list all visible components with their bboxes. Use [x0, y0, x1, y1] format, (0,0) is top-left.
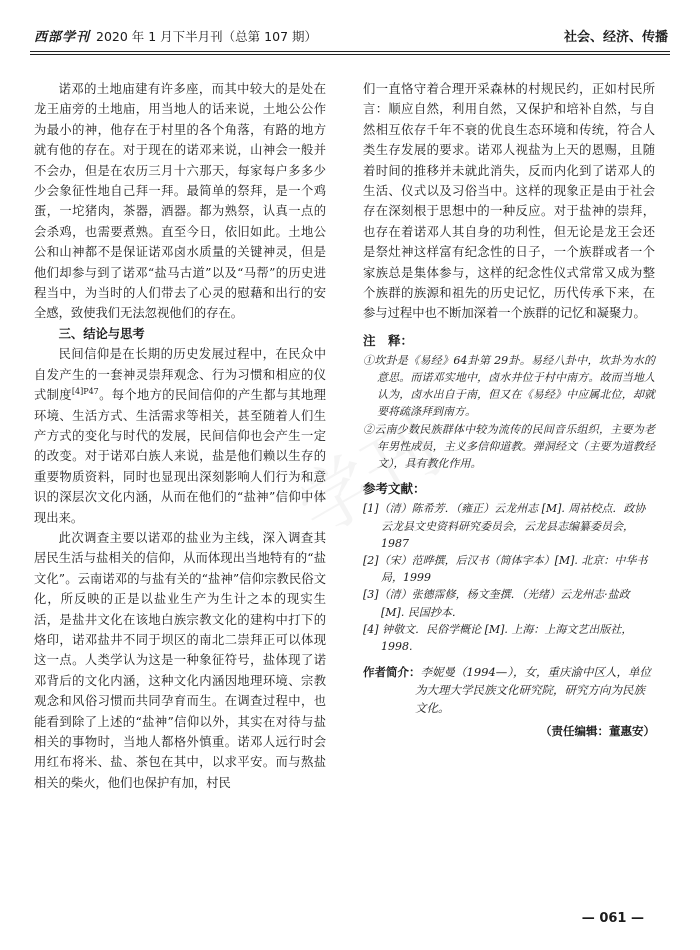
journal-logo: 西部学刊 — [34, 30, 91, 45]
responsible-editor: （责任编辑：董惠安） — [540, 724, 655, 739]
body-paragraph: 们一直恪守着合理开采森林的村规民约，正如村民所言：顺应自然，利用自然，又保护和培补自然，与自然相互依存千年不衰的优良生态环境和传统，符合人类生存发展的要求。诺邓人视盐为上天的恩赐，且随着时间的推移并未就此消失，反而内化到了诺邓人的生活、仪式以及习俗当中。这样的现象正是由于社会存在深刻根于思想中的一种反应。对于盐神的崇拜，也存在着诺邓人其自身的功利性，但无论是龙王会还是祭灶神这样富有纪念性的日子，一个族群或者一个家族总是集体参与，这样的纪念性仪式常常又成为整个族群的族源和祖先的历史记忆，历代传承下来，在参与过程中也不断加深着一个族群的记忆和凝聚力。 — [363, 82, 655, 321]
reference-item: [4] 钟敬文．民俗学概论 [M]. 上海：上海文艺出版社，1998. — [363, 622, 633, 653]
page-number: — 061 — — [581, 911, 644, 926]
citation-marker: [4]P47 — [71, 387, 99, 396]
footnote: ①坎卦是《易经》64卦第 29卦。易经八卦中，坎卦为水的意思。而诺邓实地中，卤水井位于村中南方。故而当地人认为，卤水出自于南，但又在《易经》中应属北位，却就要将疏涤拜到南方。 — [363, 353, 655, 419]
journal-masthead — [34, 26, 317, 45]
page-header — [30, 26, 670, 46]
paragraph-text: 。每个地方的民间信仰的产生都与其地理环境、生活方式、生活需求等相关，甚至随着人们生产方式的变化与时代的发展，民间信仰也会产生一定的改变。对于诺邓白族人来说，盐是他们赖以生存的重要物质资料，同时也显现出深刻影响人们行为和意识的深层次文化内涵，从而在他们的“盐神”信仰中体现出来。 — [34, 388, 326, 525]
reference-item: [1]（清）陈希芳．（雍正）云龙州志 [M]. 周祜校点．政协云龙县文史资料研究委员会，云龙县志编纂委员会，1987 — [363, 502, 646, 550]
reference-item: [3]（清）张德霈修，杨文奎撰．（光绪）云龙州志·盐政 [M]. 民国抄本． — [363, 588, 630, 619]
body-paragraph: 诺邓的土地庙建有许多座，而其中较大的是处在龙王庙旁的土地庙，用当地人的话来说，土地公公作为最小的神，他存在于村里的各个角落，有路的地方就有他的存在。对于现在的诺邓来说，山神会一般并不会办，但是在农历三月十六那天，每家每户多多少少会象征性地自己拜一拜。最简单的祭拜，是一个鸡蛋，一坨猪肉，茶器，酒器。都为熟祭，认真一点的会杀鸡，也需要煮熟。直至今日，依旧如此。土地公公和山神都不是保证诺邓卤水质量的关键神灵，但是他们却参与到了诺邓“盐马古道”以及“马帮”的历史进程当中，为当时的人们带去了心灵的慰藉和出行的安全感，致使我们无法忽视他们的存在。 — [34, 82, 326, 321]
section-title: 社会、经济、传播 — [563, 30, 668, 45]
notes-heading: 注 释： — [363, 332, 414, 348]
section-heading: 三、结论与思考 — [58, 326, 145, 341]
header-rule-thin — [30, 54, 670, 55]
paragraph-text: 民间信仰是在长期的历史发展过程中，在民众中自发产生的一套神灵崇拜观念、行为习惯和相应的仪式制度 — [34, 347, 326, 403]
issue-info: 2020 年 1 月下半月刊（总第 107 期） — [96, 29, 317, 44]
header-rule-thick — [30, 51, 670, 52]
body-paragraph — [34, 344, 326, 528]
author-bio-text: 李妮曼（1994—），女，重庆渝中区人，单位为大理大学民族文化研究院，研究方向为民族文化。 — [415, 665, 652, 716]
left-column — [34, 79, 326, 793]
references-heading: 参考文献： — [363, 481, 426, 497]
author-bio — [363, 663, 655, 717]
reference-item: [2]（宋）范晔撰，后汉书（简体字本）[M]. 北京：中华书局，1999 — [363, 553, 648, 585]
footnote: ②云南少数民族群体中较为流传的民间音乐组织，主要为老年男性成员，主义多信仰道教。弹洞经文（主要为道教经文），具有教化作用。 — [363, 422, 655, 471]
author-bio-label: 作者简介： — [363, 665, 421, 680]
right-column — [363, 79, 655, 739]
body-paragraph: 此次调查主要以诺邓的盐业为主线，深入调查其居民生活与盐相关的信仰，从而体现出当地特有的“盐文化”。云南诺邓的与盐有关的“盐神”信仰宗教民俗文化，所反映的正是以盐业生产为生计之本的现实生活，是盐井文化在该地白族宗教文化的建构中打下的烙印，诺邓盐井不同于坝区的南北二崇拜正可以体现这一点。人类学认为这是一种象征符号，盐体现了诺邓背后的文化内涵，这种文化内涵因地理环境、宗教观念和风俗习惯而共同孕育而生。在调查过程中，也能看到除了上述的“盐神”信仰以外，其实在对待与盐相关的事物时，当地人都格外慎重。诺邓人远行时会用红布将米、盐、茶包在其中，以求平安。而与熬盐相关的柴火，他们也保护有加，村民 — [34, 530, 326, 790]
